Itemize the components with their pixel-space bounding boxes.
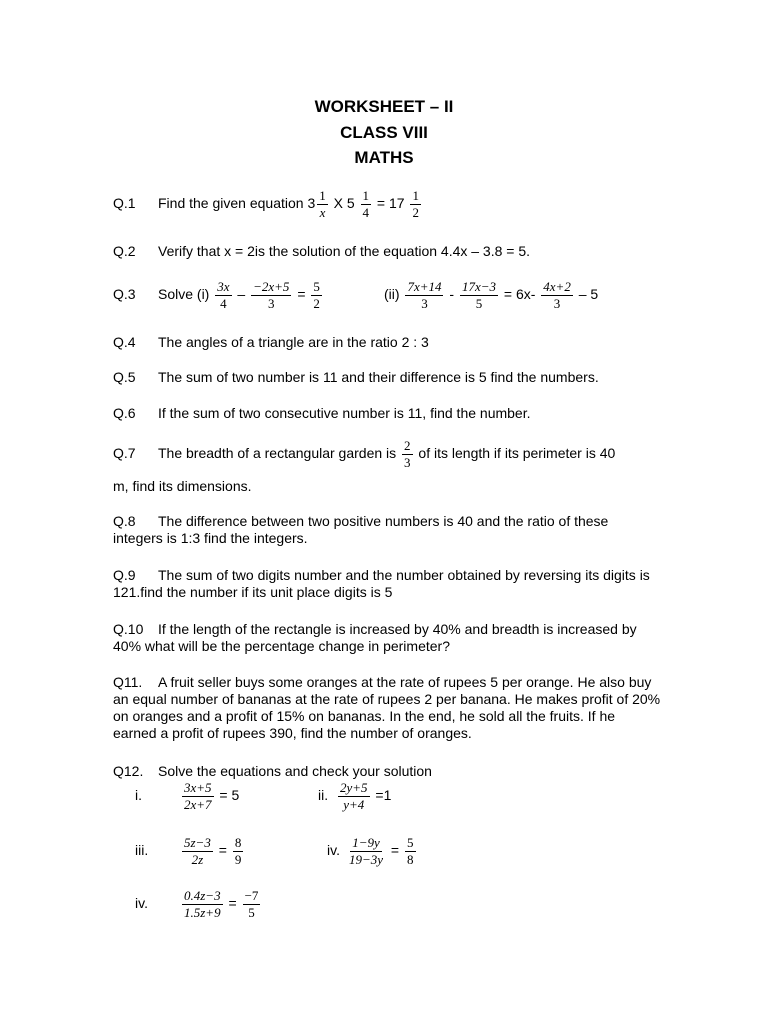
denominator: 4 <box>362 205 370 220</box>
question-number: Q12. <box>113 763 144 779</box>
text-segment: – 5 <box>574 286 599 303</box>
operator: – <box>233 286 250 303</box>
question-text: If the length of the rectangle is increased by 40% and breadth is increased by 40% what will be the percentage change in perimeter? <box>113 621 637 654</box>
fraction <box>347 836 385 867</box>
question-number: Q11. <box>113 674 143 690</box>
question-text: A fruit seller buys some oranges at the rate of rupees 5 per orange. He also buy an equal number of bananas at the rate of rupees 2 per banana. He makes profit of 20% on oranges and a profit of 15% on bananas. In the end, he sold all the fruits. If he earned a profit of rupees 390, find the number of oranges. <box>113 674 661 741</box>
question-1 <box>113 189 423 220</box>
mixed-whole: 3 <box>307 195 316 212</box>
fraction <box>311 280 322 311</box>
question-number: Q.10 <box>113 621 144 637</box>
fraction <box>405 280 443 311</box>
denominator: 5 <box>475 296 483 311</box>
question-number: Q.6 <box>113 405 136 421</box>
question-text: Find the given equation <box>158 195 308 212</box>
question-number: Q.7 <box>113 445 136 462</box>
operator: = <box>293 286 310 303</box>
question-number: Q.1 <box>113 195 136 212</box>
denominator: 2x+7 <box>184 797 212 812</box>
numerator: 3x <box>217 279 230 294</box>
denominator: 3 <box>553 296 561 311</box>
fraction <box>410 189 421 220</box>
numerator: 3x+5 <box>184 780 212 795</box>
numerator: 17x−3 <box>461 279 496 294</box>
subject-title: MATHS <box>354 148 414 167</box>
fraction <box>541 280 573 311</box>
question-7-continuation: m, find its dimensions. <box>113 478 252 494</box>
numerator: 1−9y <box>352 835 380 850</box>
fraction <box>251 280 291 311</box>
denominator: 19−3y <box>349 852 384 867</box>
question-5 <box>113 369 599 386</box>
question-text: The difference between two positive numbers is 40 and the ratio of these integers is 1:3 find the integers. <box>113 513 609 546</box>
denominator: 2z <box>191 852 204 867</box>
numerator: −7 <box>244 888 259 903</box>
denominator: 3 <box>404 455 411 470</box>
fraction <box>215 280 231 311</box>
denominator: 9 <box>234 852 242 867</box>
operator: - <box>445 286 458 303</box>
question-11 <box>113 674 661 742</box>
q12-part-i <box>135 781 239 812</box>
question-number: Q.9 <box>113 567 136 583</box>
question-2 <box>113 243 530 260</box>
fraction <box>182 781 214 812</box>
question-text: The sum of two number is 11 and their difference is 5 find the numbers. <box>158 369 599 385</box>
fraction <box>361 189 372 220</box>
numerator: 1 <box>412 188 419 203</box>
text-segment: = 17 <box>373 195 409 212</box>
numerator: 5z−3 <box>184 835 211 850</box>
denominator: 2 <box>412 205 419 220</box>
question-label: Solve (i) <box>158 286 210 303</box>
denominator: 1.5z+9 <box>184 905 221 920</box>
operator: = <box>387 842 404 859</box>
question-3-part-ii <box>384 280 598 311</box>
fraction <box>317 189 328 220</box>
part-label: i. <box>135 787 142 804</box>
numerator: 7x+14 <box>407 279 442 294</box>
numerator: −2x+5 <box>253 279 290 294</box>
fraction <box>182 889 223 920</box>
operator: = <box>224 895 241 912</box>
question-text: of its length if its perimeter is 40 <box>414 445 616 462</box>
text-segment: X 5 <box>329 195 359 212</box>
q12-part-ii <box>318 781 391 812</box>
fraction <box>402 439 413 470</box>
q12-part-v <box>135 889 262 920</box>
class-title: CLASS VIII <box>340 123 428 142</box>
fraction <box>182 836 213 867</box>
denominator: 2 <box>313 296 320 311</box>
numerator: 2y+5 <box>340 780 368 795</box>
fraction <box>460 280 498 311</box>
question-12 <box>113 763 432 780</box>
question-7 <box>113 439 615 470</box>
question-3 <box>113 280 324 311</box>
numerator: 1 <box>319 188 326 203</box>
question-text: If the sum of two consecutive number is 11, find the number. <box>158 405 531 421</box>
question-text: Verify that x = 2is the solution of the equation 4.4x – 3.8 = 5. <box>158 243 531 259</box>
fraction <box>405 836 416 867</box>
question-number: Q.8 <box>113 513 136 529</box>
operator: = <box>214 842 231 859</box>
question-text: The sum of two digits number and the number obtained by reversing its digits is 121.find the number if its unit place digits is 5 <box>113 567 650 600</box>
q12-part-iii <box>135 836 245 867</box>
question-number: Q.4 <box>113 334 136 350</box>
part-label: iii. <box>135 842 149 859</box>
worksheet-title: WORKSHEET – II <box>314 97 454 116</box>
text-segment: =1 <box>371 787 392 804</box>
q12-part-iv <box>327 836 418 867</box>
numerator: 5 <box>313 279 320 294</box>
denominator: 3 <box>268 296 275 311</box>
question-number: Q.5 <box>113 369 136 385</box>
denominator: x <box>319 205 326 220</box>
numerator: 0.4z−3 <box>184 888 221 903</box>
part-label: iv. <box>327 842 340 859</box>
question-text: The breadth of a rectangular garden is <box>158 445 401 462</box>
question-9 <box>113 567 661 601</box>
fraction <box>243 889 261 920</box>
question-text: Solve the equations and check your solution <box>158 763 432 779</box>
part-label: iv. <box>135 895 148 912</box>
operator: = 6x- <box>499 286 540 303</box>
numerator: 5 <box>407 835 414 850</box>
numerator: 1 <box>362 188 370 203</box>
denominator: 8 <box>407 852 414 867</box>
question-6 <box>113 405 531 422</box>
denominator: 3 <box>421 296 428 311</box>
fraction <box>338 781 370 812</box>
part-label: (ii) <box>384 286 400 303</box>
question-8 <box>113 513 661 547</box>
numerator: 2 <box>404 438 411 453</box>
question-text: The angles of a triangle are in the ratio 2 : 3 <box>158 334 429 350</box>
text-segment: = 5 <box>215 787 240 804</box>
denominator: 5 <box>248 905 255 920</box>
question-number: Q.3 <box>113 286 136 303</box>
numerator: 4x+2 <box>543 279 571 294</box>
denominator: y+4 <box>343 797 365 812</box>
part-label: ii. <box>318 787 329 804</box>
numerator: 8 <box>234 835 242 850</box>
question-number: Q.2 <box>113 243 136 259</box>
question-10 <box>113 621 661 655</box>
fraction <box>233 836 244 867</box>
denominator: 4 <box>220 296 227 311</box>
question-4 <box>113 334 429 351</box>
